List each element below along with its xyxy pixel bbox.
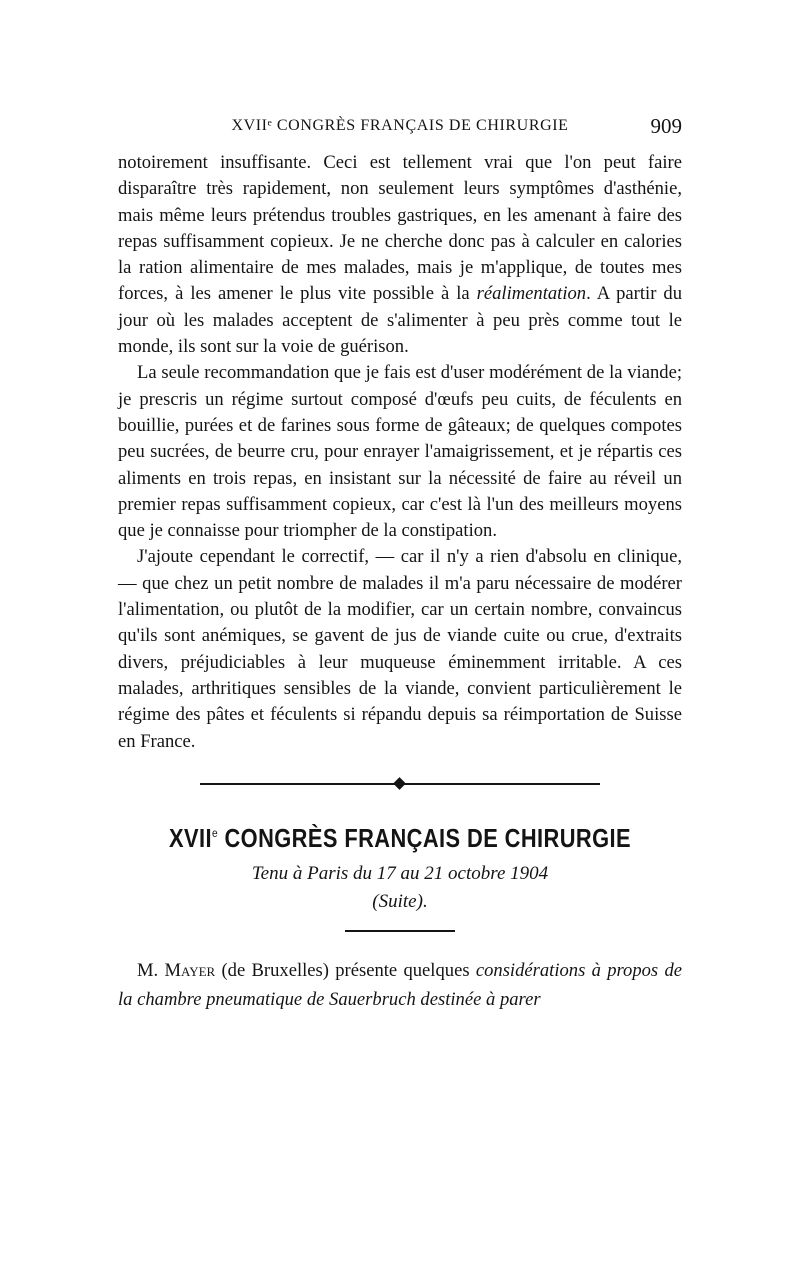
subtitle-dates: Tenu à Paris du 17 au 21 octobre 1904 xyxy=(251,862,549,884)
lead-paragraph xyxy=(118,956,682,1014)
author-affiliation: (de Bruxelles) présente quelques xyxy=(215,959,476,981)
section-title-superscript: e xyxy=(211,825,218,840)
author-name: Mayer xyxy=(164,959,216,981)
body-paragraph xyxy=(118,150,682,360)
book-page xyxy=(118,112,682,1032)
body-text xyxy=(118,150,682,755)
section-title-numeral: XVII xyxy=(168,822,212,853)
paragraph-text: La seule recommandation que je fais est d'user modérément de la viande; je prescris un régime surtout composé d'œufs peu cuits, de féculents en bouillie, purées et de farines sous forme de gâteaux; de quelques compotes peu sucrées, de beurre cru, pour enrayer l'amaigrissement, et je répartis ces aliments en trois repas, en insistant sur la nécessité de faire au réveil un premier repas suffisamment copieux, car c'est là l'un des meilleurs moyens que je connaisse pour triompher de la constipation. xyxy=(118,362,682,542)
lead-prefix: M. xyxy=(137,959,165,981)
paragraph-text: J'ajoute cependant le correctif, — car il n'y a rien d'absolu en clinique, — que chez un petit nombre de malades il m'a paru nécessaire de modérer l'alimentation, ou plutôt de la modifier, car un certain nombre, convaincus qu'ils sont anémiques, se gavent de jus de viande cuite ou crue, d'extraits divers, préjudiciables à leur muqueuse éminemment irritable. A ces malades, arthritiques sensibles de la viande, convient particulièrement le régime des pâtes et féculents si répandu depuis sa réimportation de Suisse en France. xyxy=(118,546,682,752)
section-title xyxy=(163,817,637,854)
paragraph-text: . A partir du jour où les malades acceptent de s'alimenter à peu près comme tout le monde, ils sont sur la voie de guérison. xyxy=(118,283,682,358)
communication-title: considérations à propos de la chambre pneumatique de Sauerbruch destinée à parer xyxy=(118,959,682,1010)
subtitle-continuation: (Suite). xyxy=(372,890,428,912)
page-number: 909 xyxy=(650,114,682,138)
italic-term: réalimentation xyxy=(476,283,587,305)
body-paragraph xyxy=(118,360,682,544)
section-subtitle xyxy=(118,860,682,916)
diamond-ornament-icon xyxy=(393,777,406,790)
body-paragraph xyxy=(118,544,682,754)
section-title-text: CONGRÈS FRANÇAIS DE CHIRURGIE xyxy=(217,822,632,853)
ornamental-divider xyxy=(200,777,600,791)
paragraph-text: notoirement insuffisante. Ceci est tellement vrai que l'on peut faire disparaître très rapidement, non seulement leurs symptômes d'asthénie, mais même leurs prétendus troubles gastriques, en les amenant à faire des repas suffisamment copieux. Je ne cherche donc pas à calculer en calories la ration alimentaire de mes malades, mais je m'applique, de toutes mes forces, à les amener le plus vite possible à la xyxy=(118,152,682,305)
running-title: XVIIᵉ CONGRÈS FRANÇAIS DE CHIRURGIE xyxy=(231,117,569,134)
running-header xyxy=(118,112,682,140)
short-rule xyxy=(345,930,455,932)
